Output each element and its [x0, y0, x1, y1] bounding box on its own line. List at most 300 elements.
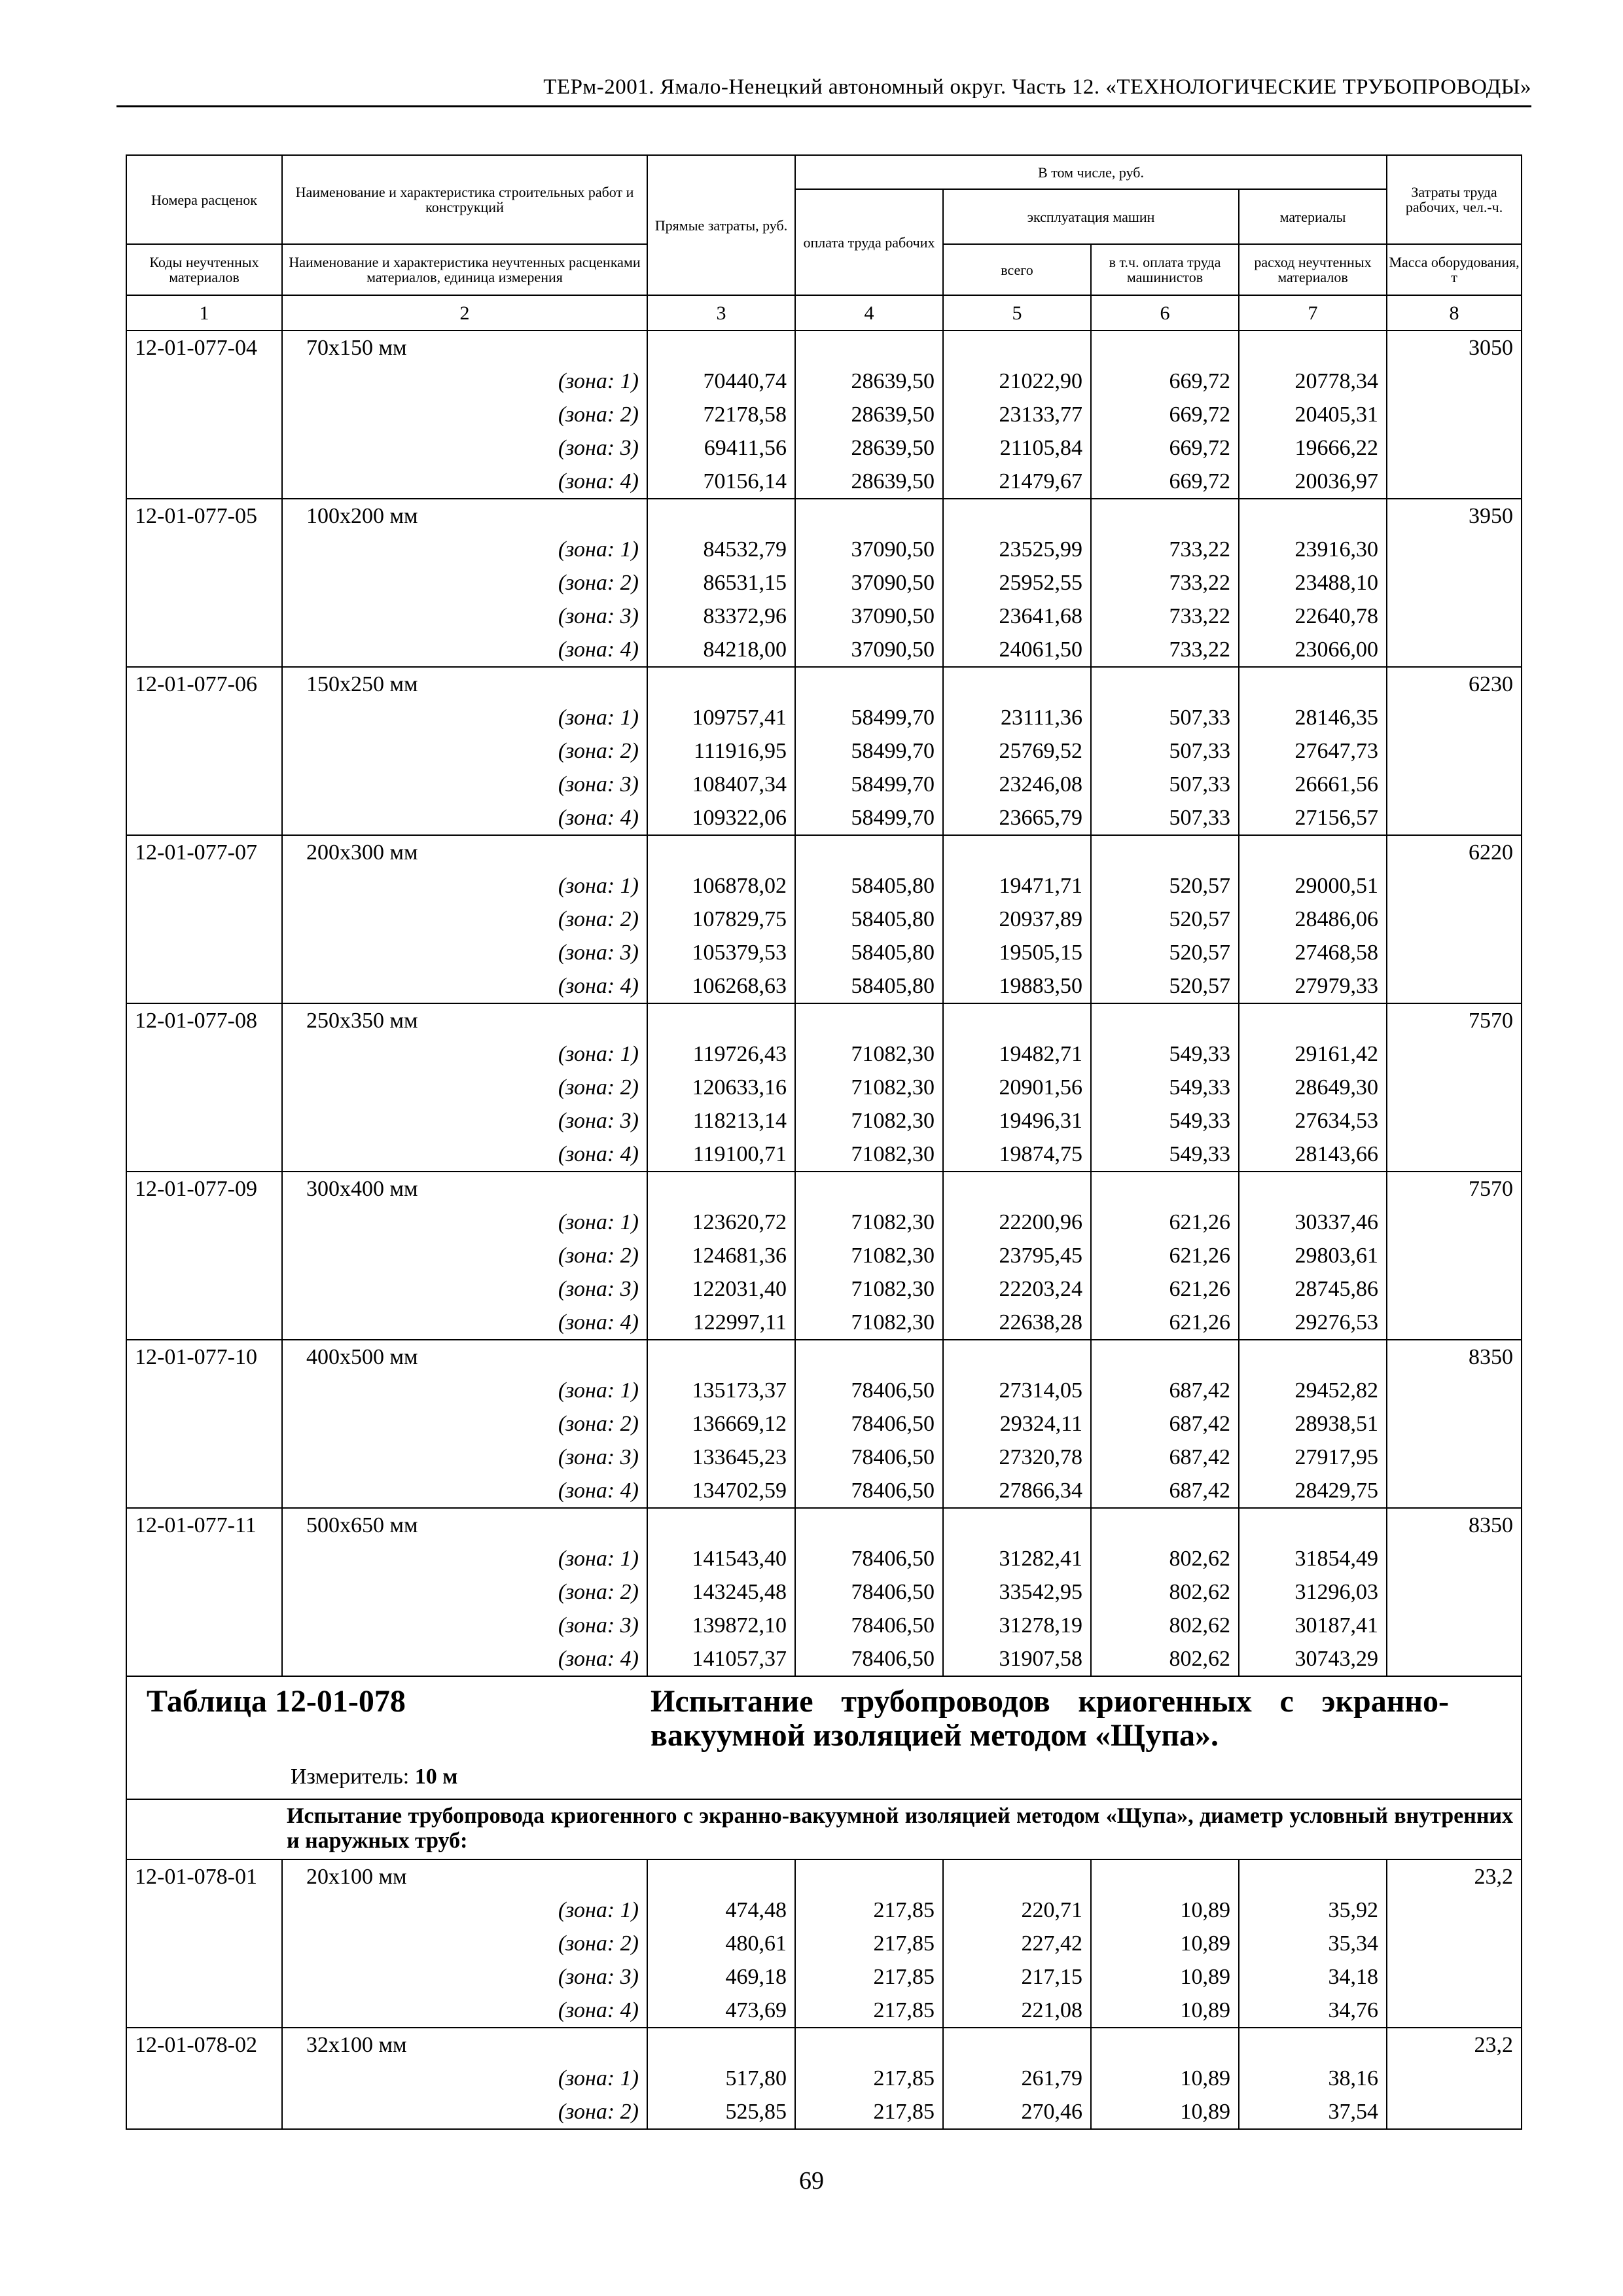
direct-cost: 123620,72 [647, 1206, 795, 1239]
machines-total: 25952,55 [943, 566, 1091, 600]
zone-row [126, 465, 1522, 499]
rate-code: 12-01-078-01 [126, 1859, 282, 1893]
zone-row [126, 2062, 1522, 2095]
zone-label: (зона: 4) [282, 1474, 647, 1508]
zone-row [126, 431, 1522, 465]
machinists-pay: 549,33 [1091, 1104, 1239, 1138]
direct-cost: 109757,41 [647, 701, 795, 734]
rates-table [126, 154, 1522, 2130]
zone-label: (зона: 2) [282, 903, 647, 936]
labor-pay: 37090,50 [795, 633, 943, 667]
zone-row [126, 1542, 1522, 1575]
labor-pay: 28639,50 [795, 398, 943, 431]
direct-cost: 474,48 [647, 1893, 795, 1927]
direct-cost: 135173,37 [647, 1374, 795, 1407]
machinists-pay: 687,42 [1091, 1374, 1239, 1407]
zone-row [126, 1609, 1522, 1642]
rate-row [126, 499, 1522, 533]
rate-name: 300х400 мм [282, 1172, 647, 1206]
direct-cost: 134702,59 [647, 1474, 795, 1508]
machinists-pay: 687,42 [1091, 1441, 1239, 1474]
machines-total: 23525,99 [943, 533, 1091, 566]
direct-cost: 106878,02 [647, 869, 795, 903]
direct-cost: 469,18 [647, 1960, 795, 1994]
machinists-pay: 733,22 [1091, 600, 1239, 633]
table-078-heading [126, 1676, 1522, 1859]
labor-pay: 37090,50 [795, 600, 943, 633]
zone-label: (зона: 3) [282, 1960, 647, 1994]
column-number: 7 [1239, 295, 1387, 331]
labor-pay: 71082,30 [795, 1206, 943, 1239]
zone-row [126, 801, 1522, 835]
materials-cost: 35,92 [1239, 1893, 1387, 1927]
direct-cost: 83372,96 [647, 600, 795, 633]
labor-cost: 3950 [1387, 499, 1522, 533]
header-machines-total: всего [943, 244, 1091, 295]
machines-total: 19874,75 [943, 1138, 1091, 1172]
labor-pay: 28639,50 [795, 465, 943, 499]
direct-cost: 120633,16 [647, 1071, 795, 1104]
labor-pay: 58499,70 [795, 768, 943, 801]
zone-row [126, 869, 1522, 903]
machinists-pay: 10,89 [1091, 1960, 1239, 1994]
materials-cost: 26661,56 [1239, 768, 1387, 801]
zone-label: (зона: 4) [282, 465, 647, 499]
zone-label: (зона: 1) [282, 1542, 647, 1575]
direct-cost: 124681,36 [647, 1239, 795, 1272]
machines-total: 23795,45 [943, 1239, 1091, 1272]
direct-cost: 107829,75 [647, 903, 795, 936]
labor-cost: 6220 [1387, 835, 1522, 869]
direct-cost: 143245,48 [647, 1575, 795, 1609]
direct-cost: 480,61 [647, 1927, 795, 1960]
direct-cost: 86531,15 [647, 566, 795, 600]
zone-row [126, 2095, 1522, 2129]
zone-row [126, 969, 1522, 1003]
machines-total: 23111,36 [943, 701, 1091, 734]
zone-row [126, 600, 1522, 633]
materials-cost: 29161,42 [1239, 1037, 1387, 1071]
machinists-pay: 669,72 [1091, 398, 1239, 431]
zone-row [126, 903, 1522, 936]
labor-pay: 58405,80 [795, 969, 943, 1003]
running-header-text: ТЕРм-2001. Ямало-Ненецкий автономный округ. Часть 12. «ТЕХНОЛОГИЧЕСКИЕ ТРУБОПРОВОДЫ» [543, 75, 1531, 99]
rate-row [126, 1859, 1522, 1893]
materials-cost: 28429,75 [1239, 1474, 1387, 1508]
zone-row [126, 1239, 1522, 1272]
rate-name: 70х150 мм [282, 331, 647, 365]
zone-label: (зона: 1) [282, 869, 647, 903]
zone-row [126, 1374, 1522, 1407]
header-materials: материалы [1239, 189, 1387, 244]
table-title: Испытание трубопроводов криогенных с экранно-вакуумной изоляцией методом «Щупа». [651, 1684, 1449, 1753]
materials-cost: 20036,97 [1239, 465, 1387, 499]
zone-row [126, 1037, 1522, 1071]
labor-pay: 78406,50 [795, 1441, 943, 1474]
section-title: Испытание трубопровода криогенного с экранно-вакуумной изоляцией методом «Щупа», диаметр условный внутренних и наружных труб: [287, 1804, 1514, 1853]
zone-row [126, 533, 1522, 566]
column-number: 5 [943, 295, 1091, 331]
labor-pay: 78406,50 [795, 1575, 943, 1609]
zone-label: (зона: 3) [282, 1272, 647, 1306]
labor-cost: 7570 [1387, 1003, 1522, 1037]
rate-name: 500х650 мм [282, 1508, 647, 1542]
materials-cost: 28146,35 [1239, 701, 1387, 734]
header-work-name: Наименование и характеристика строительных работ и конструкций [282, 155, 647, 244]
materials-cost: 23066,00 [1239, 633, 1387, 667]
zone-row [126, 1575, 1522, 1609]
labor-pay: 217,85 [795, 1994, 943, 2028]
machines-total: 21022,90 [943, 365, 1091, 398]
header-machinists-pay: в т.ч. оплата труда машинистов [1091, 244, 1239, 295]
machines-total: 23641,68 [943, 600, 1091, 633]
header-material-name: Наименование и характеристика неучтенных расценками материалов, единица измерения [282, 244, 647, 295]
zone-label: (зона: 2) [282, 734, 647, 768]
direct-cost: 105379,53 [647, 936, 795, 969]
machines-total: 19505,15 [943, 936, 1091, 969]
direct-cost: 473,69 [647, 1994, 795, 2028]
labor-pay: 71082,30 [795, 1037, 943, 1071]
zone-row [126, 1306, 1522, 1340]
zone-row [126, 1474, 1522, 1508]
machinists-pay: 10,89 [1091, 2095, 1239, 2129]
zone-row [126, 1272, 1522, 1306]
machines-total: 27866,34 [943, 1474, 1091, 1508]
machinists-pay: 669,72 [1091, 431, 1239, 465]
header-equipment-mass: Масса оборудования, т [1387, 244, 1522, 295]
labor-cost: 8350 [1387, 1340, 1522, 1374]
labor-pay: 217,85 [795, 1893, 943, 1927]
direct-cost: 118213,14 [647, 1104, 795, 1138]
header-rate-numbers: Номера расценок [126, 155, 282, 244]
labor-cost: 23,2 [1387, 2028, 1522, 2062]
rate-code: 12-01-077-05 [126, 499, 282, 533]
rate-code: 12-01-077-11 [126, 1508, 282, 1542]
materials-cost: 29000,51 [1239, 869, 1387, 903]
materials-cost: 34,18 [1239, 1960, 1387, 1994]
zone-row [126, 398, 1522, 431]
materials-cost: 19666,22 [1239, 431, 1387, 465]
direct-cost: 517,80 [647, 2062, 795, 2095]
zone-label: (зона: 1) [282, 701, 647, 734]
materials-cost: 31854,49 [1239, 1542, 1387, 1575]
machinists-pay: 802,62 [1091, 1609, 1239, 1642]
table-body-078 [126, 1859, 1522, 2129]
materials-cost: 28486,06 [1239, 903, 1387, 936]
direct-cost: 122031,40 [647, 1272, 795, 1306]
materials-cost: 29452,82 [1239, 1374, 1387, 1407]
measure-unit: 10 м [414, 1765, 458, 1789]
column-number: 1 [126, 295, 282, 331]
zone-label: (зона: 2) [282, 1071, 647, 1104]
labor-pay: 78406,50 [795, 1542, 943, 1575]
rate-name: 20х100 мм [282, 1859, 647, 1893]
zone-label: (зона: 2) [282, 566, 647, 600]
zone-label: (зона: 3) [282, 936, 647, 969]
machines-total: 25769,52 [943, 734, 1091, 768]
header-materials-use: расход неучтенных материалов [1239, 244, 1387, 295]
column-number: 4 [795, 295, 943, 331]
zone-row [126, 768, 1522, 801]
zone-label: (зона: 1) [282, 1037, 647, 1071]
direct-cost: 141057,37 [647, 1642, 795, 1676]
machines-total: 31282,41 [943, 1542, 1091, 1575]
machinists-pay: 507,33 [1091, 701, 1239, 734]
labor-pay: 217,85 [795, 2095, 943, 2129]
labor-pay: 78406,50 [795, 1609, 943, 1642]
machines-total: 23665,79 [943, 801, 1091, 835]
direct-cost: 111916,95 [647, 734, 795, 768]
machinists-pay: 520,57 [1091, 969, 1239, 1003]
zone-label: (зона: 3) [282, 600, 647, 633]
rate-name: 150х250 мм [282, 667, 647, 701]
zone-row [126, 1071, 1522, 1104]
labor-cost: 3050 [1387, 331, 1522, 365]
rate-code: 12-01-077-09 [126, 1172, 282, 1206]
rate-row [126, 835, 1522, 869]
labor-pay: 78406,50 [795, 1407, 943, 1441]
machinists-pay: 549,33 [1091, 1037, 1239, 1071]
rate-name: 100х200 мм [282, 499, 647, 533]
zone-label: (зона: 3) [282, 1441, 647, 1474]
machinists-pay: 10,89 [1091, 1927, 1239, 1960]
header-labor-pay: оплата труда рабочих [795, 189, 943, 295]
machinists-pay: 10,89 [1091, 1994, 1239, 2028]
materials-cost: 27634,53 [1239, 1104, 1387, 1138]
labor-pay: 217,85 [795, 1927, 943, 1960]
zone-label: (зона: 2) [282, 1575, 647, 1609]
rate-row [126, 1340, 1522, 1374]
machines-total: 23133,77 [943, 398, 1091, 431]
zone-label: (зона: 1) [282, 1374, 647, 1407]
machines-total: 217,15 [943, 1960, 1091, 1994]
machinists-pay: 733,22 [1091, 633, 1239, 667]
labor-pay: 58405,80 [795, 869, 943, 903]
materials-cost: 29276,53 [1239, 1306, 1387, 1340]
machinists-pay: 687,42 [1091, 1407, 1239, 1441]
labor-pay: 78406,50 [795, 1642, 943, 1676]
labor-pay: 58499,70 [795, 801, 943, 835]
direct-cost: 84218,00 [647, 633, 795, 667]
direct-cost: 141543,40 [647, 1542, 795, 1575]
machinists-pay: 507,33 [1091, 734, 1239, 768]
zone-label: (зона: 2) [282, 398, 647, 431]
direct-cost: 109322,06 [647, 801, 795, 835]
machinists-pay: 10,89 [1091, 2062, 1239, 2095]
materials-cost: 29803,61 [1239, 1239, 1387, 1272]
materials-cost: 20778,34 [1239, 365, 1387, 398]
machines-total: 220,71 [943, 1893, 1091, 1927]
machines-total: 33542,95 [943, 1575, 1091, 1609]
zone-label: (зона: 1) [282, 2062, 647, 2095]
rate-row [126, 1003, 1522, 1037]
zone-row [126, 1206, 1522, 1239]
materials-cost: 34,76 [1239, 1994, 1387, 2028]
zone-label: (зона: 4) [282, 969, 647, 1003]
machinists-pay: 507,33 [1091, 801, 1239, 835]
machinists-pay: 520,57 [1091, 903, 1239, 936]
machines-total: 22200,96 [943, 1206, 1091, 1239]
materials-cost: 27156,57 [1239, 801, 1387, 835]
machinists-pay: 733,22 [1091, 566, 1239, 600]
labor-pay: 71082,30 [795, 1306, 943, 1340]
machinists-pay: 802,62 [1091, 1542, 1239, 1575]
rate-code: 12-01-077-08 [126, 1003, 282, 1037]
rate-code: 12-01-078-02 [126, 2028, 282, 2062]
machines-total: 31278,19 [943, 1609, 1091, 1642]
zone-label: (зона: 4) [282, 1994, 647, 2028]
machines-total: 22638,28 [943, 1306, 1091, 1340]
zone-row [126, 633, 1522, 667]
materials-cost: 27647,73 [1239, 734, 1387, 768]
labor-pay: 71082,30 [795, 1239, 943, 1272]
zone-label: (зона: 4) [282, 1642, 647, 1676]
materials-cost: 23488,10 [1239, 566, 1387, 600]
machinists-pay: 621,26 [1091, 1239, 1239, 1272]
machinists-pay: 507,33 [1091, 768, 1239, 801]
labor-pay: 37090,50 [795, 533, 943, 566]
labor-pay: 28639,50 [795, 365, 943, 398]
zone-label: (зона: 1) [282, 1893, 647, 1927]
zone-label: (зона: 2) [282, 1927, 647, 1960]
zone-label: (зона: 1) [282, 365, 647, 398]
zone-row [126, 1138, 1522, 1172]
direct-cost: 84532,79 [647, 533, 795, 566]
rate-row [126, 1172, 1522, 1206]
header-material-codes: Коды неучтенных материалов [126, 244, 282, 295]
machines-total: 19883,50 [943, 969, 1091, 1003]
materials-cost: 38,16 [1239, 2062, 1387, 2095]
machines-total: 270,46 [943, 2095, 1091, 2129]
zone-row [126, 1927, 1522, 1960]
direct-cost: 119726,43 [647, 1037, 795, 1071]
rate-row [126, 331, 1522, 365]
labor-cost: 6230 [1387, 667, 1522, 701]
labor-pay: 71082,30 [795, 1138, 943, 1172]
materials-cost: 35,34 [1239, 1927, 1387, 1960]
direct-cost: 72178,58 [647, 398, 795, 431]
machines-total: 221,08 [943, 1994, 1091, 2028]
rate-name: 32х100 мм [282, 2028, 647, 2062]
machines-total: 19471,71 [943, 869, 1091, 903]
rate-name: 250х350 мм [282, 1003, 647, 1037]
zone-row [126, 734, 1522, 768]
labor-pay: 217,85 [795, 2062, 943, 2095]
materials-cost: 30187,41 [1239, 1609, 1387, 1642]
materials-cost: 20405,31 [1239, 398, 1387, 431]
rate-code: 12-01-077-10 [126, 1340, 282, 1374]
machinists-pay: 733,22 [1091, 533, 1239, 566]
rate-code: 12-01-077-07 [126, 835, 282, 869]
zone-label: (зона: 1) [282, 533, 647, 566]
zone-label: (зона: 3) [282, 1104, 647, 1138]
machines-total: 27314,05 [943, 1374, 1091, 1407]
labor-cost: 8350 [1387, 1508, 1522, 1542]
zone-label: (зона: 4) [282, 633, 647, 667]
rate-row [126, 1508, 1522, 1542]
labor-cost: 23,2 [1387, 1859, 1522, 1893]
machines-total: 20901,56 [943, 1071, 1091, 1104]
direct-cost: 106268,63 [647, 969, 795, 1003]
column-number: 6 [1091, 295, 1239, 331]
machinists-pay: 520,57 [1091, 936, 1239, 969]
materials-cost: 30337,46 [1239, 1206, 1387, 1239]
zone-label: (зона: 3) [282, 1609, 647, 1642]
materials-cost: 28938,51 [1239, 1407, 1387, 1441]
materials-cost: 30743,29 [1239, 1642, 1387, 1676]
direct-cost: 133645,23 [647, 1441, 795, 1474]
zone-label: (зона: 3) [282, 431, 647, 465]
zone-row [126, 1407, 1522, 1441]
zone-row [126, 1994, 1522, 2028]
machines-total: 21479,67 [943, 465, 1091, 499]
rate-code: 12-01-077-06 [126, 667, 282, 701]
machines-total: 29324,11 [943, 1407, 1091, 1441]
zone-row [126, 936, 1522, 969]
measure-label: Измеритель: [291, 1765, 410, 1789]
zone-label: (зона: 2) [282, 1239, 647, 1272]
materials-cost: 31296,03 [1239, 1575, 1387, 1609]
machines-total: 31907,58 [943, 1642, 1091, 1676]
materials-cost: 22640,78 [1239, 600, 1387, 633]
machines-total: 20937,89 [943, 903, 1091, 936]
zone-row [126, 1893, 1522, 1927]
machinists-pay: 10,89 [1091, 1893, 1239, 1927]
machinists-pay: 520,57 [1091, 869, 1239, 903]
machinists-pay: 802,62 [1091, 1642, 1239, 1676]
rate-row [126, 2028, 1522, 2062]
direct-cost: 136669,12 [647, 1407, 795, 1441]
zone-label: (зона: 4) [282, 801, 647, 835]
direct-cost: 70156,14 [647, 465, 795, 499]
machinists-pay: 549,33 [1091, 1071, 1239, 1104]
machines-total: 21105,84 [943, 431, 1091, 465]
direct-cost: 108407,34 [647, 768, 795, 801]
header-including: В том числе, руб. [795, 155, 1387, 189]
labor-pay: 71082,30 [795, 1071, 943, 1104]
materials-cost: 28649,30 [1239, 1071, 1387, 1104]
zone-row [126, 1104, 1522, 1138]
machinists-pay: 621,26 [1091, 1272, 1239, 1306]
rate-name: 200х300 мм [282, 835, 647, 869]
materials-cost: 28143,66 [1239, 1138, 1387, 1172]
direct-cost: 119100,71 [647, 1138, 795, 1172]
materials-cost: 37,54 [1239, 2095, 1387, 2129]
machinists-pay: 621,26 [1091, 1306, 1239, 1340]
rate-row [126, 667, 1522, 701]
running-header [116, 71, 1531, 107]
materials-cost: 23916,30 [1239, 533, 1387, 566]
header-machines: эксплуатация машин [943, 189, 1239, 244]
zone-label: (зона: 4) [282, 1138, 647, 1172]
table-name: Таблица 12-01-078 [147, 1684, 406, 1719]
labor-pay: 58499,70 [795, 701, 943, 734]
header-labor-cost: Затраты труда рабочих, чел.-ч. [1387, 155, 1522, 244]
zone-row [126, 701, 1522, 734]
machinists-pay: 549,33 [1091, 1138, 1239, 1172]
machines-total: 27320,78 [943, 1441, 1091, 1474]
machinists-pay: 621,26 [1091, 1206, 1239, 1239]
column-number: 3 [647, 295, 795, 331]
machines-total: 19496,31 [943, 1104, 1091, 1138]
labor-pay: 217,85 [795, 1960, 943, 1994]
zone-row [126, 1441, 1522, 1474]
column-number: 2 [282, 295, 647, 331]
labor-pay: 28639,50 [795, 431, 943, 465]
labor-pay: 78406,50 [795, 1374, 943, 1407]
machines-total: 19482,71 [943, 1037, 1091, 1071]
labor-pay: 58405,80 [795, 936, 943, 969]
